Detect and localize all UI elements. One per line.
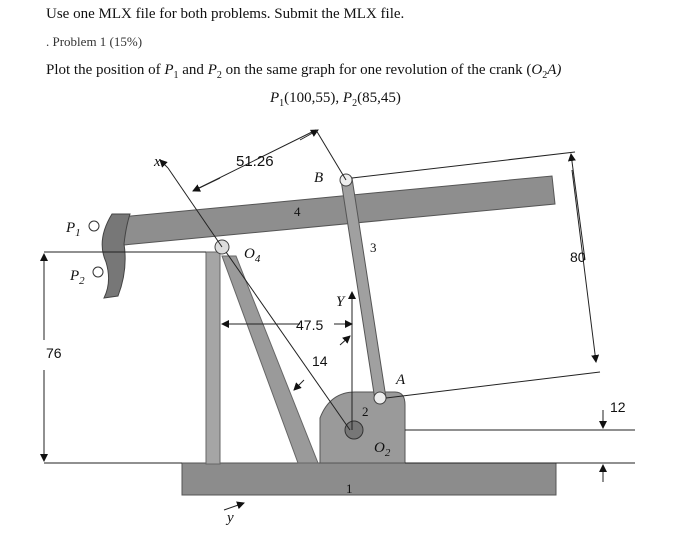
dim-80-bottom (386, 372, 600, 398)
link-3-label: 3 (370, 240, 377, 255)
dim-14-label: 14 (312, 353, 328, 369)
y-label: y (227, 510, 234, 526)
dim-51-label: 51.26 (236, 153, 274, 170)
O2-label: $O_2$ (374, 440, 391, 459)
B-label: B (314, 170, 324, 186)
link-4-label: 4 (294, 204, 301, 219)
P1-label: $P_1$ (66, 220, 81, 239)
dim-47-label: 47.5 (296, 317, 324, 333)
ground-base (182, 463, 556, 495)
problem-title: . Problem 1 (15%) (46, 34, 143, 49)
samson-post (206, 252, 220, 464)
O4-label: $O_4$ (244, 246, 261, 265)
joint-O2 (345, 421, 363, 439)
link-2-label: 2 (362, 404, 369, 419)
joint-A (374, 392, 386, 404)
task-text: Plot the position of $P_1$ and $P_2$ on the same graph for one revolution of the crank $(O_2A)$ (46, 62, 562, 81)
points-text: $P_1(100,55)$, $P_2(85,45)$ (270, 90, 401, 109)
instruction-text: Use one MLX file for both problems. Submit the MLX file. (46, 6, 405, 22)
A-label: A (396, 372, 406, 388)
dim-80-label: 80 (570, 249, 586, 265)
dim-12-label: 12 (610, 399, 626, 415)
dim-80-top (352, 152, 575, 178)
link-1-label: 1 (346, 481, 353, 496)
x-label: x (154, 154, 161, 170)
x-axis-arrow (160, 160, 168, 168)
P2-label: $P_2$ (70, 268, 85, 287)
point-P2 (93, 267, 103, 277)
horse-head (102, 214, 130, 298)
samson-leg (222, 256, 318, 463)
walking-beam (110, 176, 555, 246)
dim-76-label: 76 (46, 345, 62, 361)
point-P1 (89, 221, 99, 231)
Y-label: Y (336, 294, 345, 310)
